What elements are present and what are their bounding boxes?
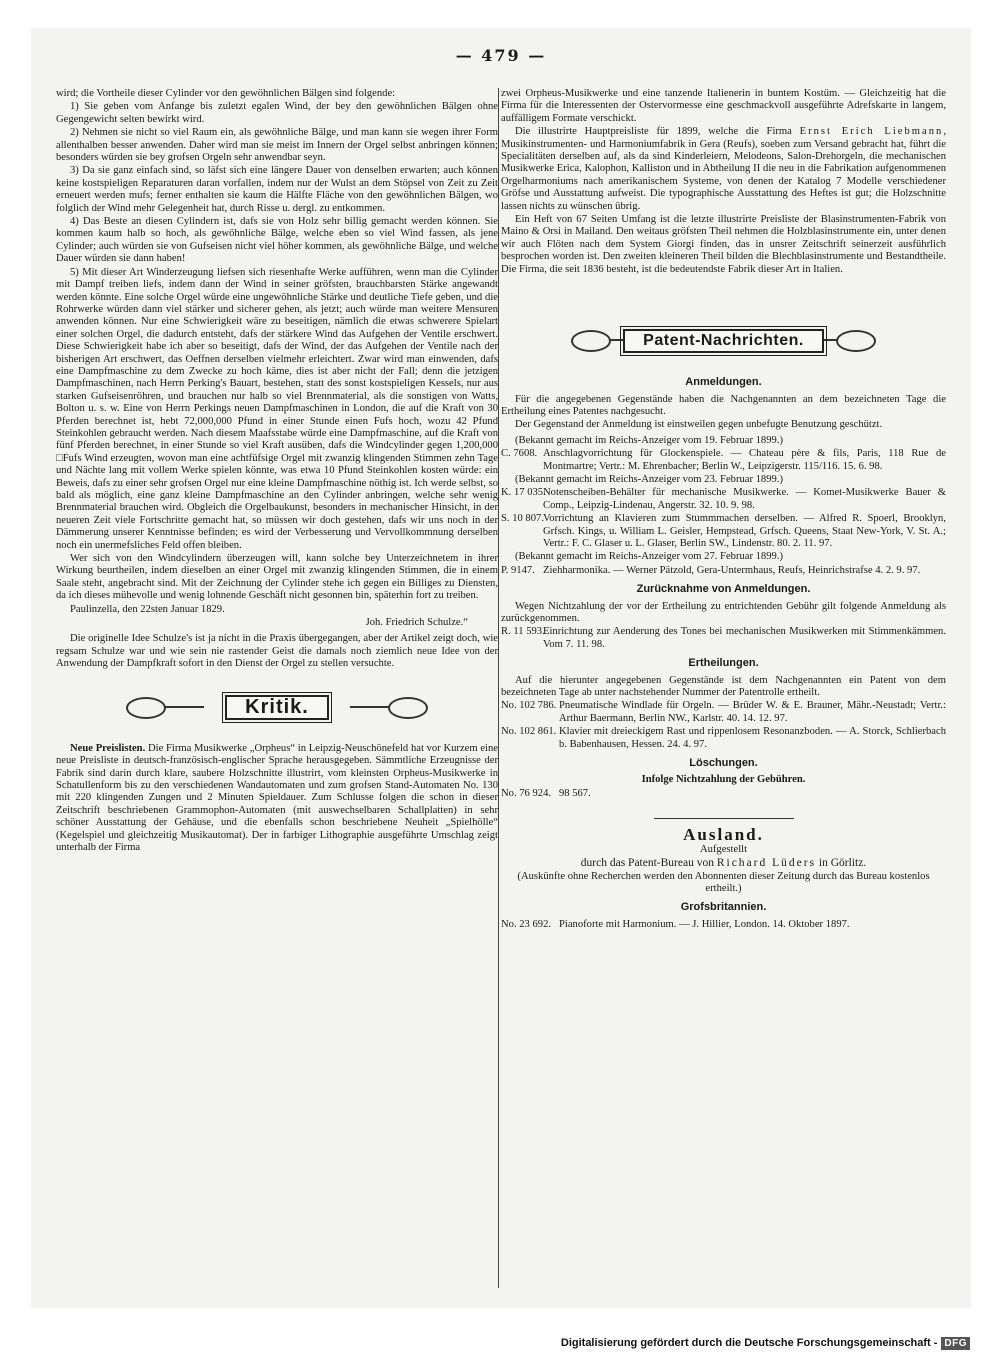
anmeldungen-heading: Anmeldungen. bbox=[685, 376, 762, 389]
scroll-ornament-icon bbox=[836, 330, 876, 352]
patent-entry bbox=[501, 448, 946, 473]
ornament-line bbox=[350, 706, 390, 708]
ertheilungen-heading: Ertheilungen. bbox=[688, 657, 759, 670]
right-column bbox=[501, 88, 946, 1288]
entry-text: Einrichtung zur Aenderung des Tones bei mechanischen Musikwerken mit Stimmenkämmen. Vom 7. 11. 98. bbox=[543, 626, 946, 650]
entry-number: C. 7608. bbox=[501, 448, 538, 460]
bureau-before: durch das Patent-Bureau von bbox=[580, 857, 714, 870]
paragraph-point-2: 2) Nehmen sie nicht so viel Raum ein, als gewöhnliche Bälge, und man kann sie wegen ihrer Form allenthalben besser anwenden. Daher wird man sie meist im Innern der Orgel selbst anbringen können; besonders würden sie bey grofsen Orgeln sehr anwendbar seyn. bbox=[56, 127, 498, 164]
preislisten-text: Die Firma Musikwerke „Orpheus“ in Leipzig-Neuschönefeld hat vor Kurzem eine neue Preisliste in deutsch-französisch-englischer Sprache herausgegeben. Sämmtliche Erzeugnisse der Fabrik sind darin durch klare, saubere Holzschnitte illustrirt, vom kleinsten Orpheus-Musikwerke in Schatullenform bis zu den verschiedenen Wandautomaten und zum grofsen Stand-Automaten No. 130 mit 220 klingenden Zungen und 2 Minuten Spieldauer. Zum Schlusse folgen die schon in dieser Zeitschrift beschriebenen Grammophon-Automaten (mit auswechselbaren Schallplatten) in sehr schöner Ausstattung der Gehäuse, und die ebenfalls schon beschriebene Neuheit „Spielhölle“ (Kegelspiel und gleichzeitig Musikautomat). Der in farbiger Lithographie ausgeführte Umschlag zeigt unterhalb der Firma bbox=[56, 742, 498, 853]
dfg-logo: DFG bbox=[941, 1337, 970, 1350]
liebmann-name: Ernst Erich Liebmann bbox=[799, 126, 944, 138]
column-divider bbox=[498, 88, 499, 1288]
bureau-line bbox=[501, 857, 946, 869]
bekannt-note-1: (Bekannt gemacht im Reichs-Anzeiger vom 19. Februar 1899.) bbox=[515, 434, 784, 446]
paragraph-continuation: zwei Orpheus-Musikwerke und eine tanzende Italienerin in buntem Kostüm. — Gleichzeitig hat die Firma für die Interessenten der Ostervormesse eine geschmackvoll ausgeführte Adrefskarte in langem, auffälligem Formate verschickt. bbox=[501, 88, 946, 124]
loeschungen-entry: No. 76 924. 98 567. bbox=[501, 787, 591, 799]
entry-number: No. 23 692. bbox=[501, 918, 552, 930]
loeschungen-heading: Löschungen. bbox=[689, 757, 758, 770]
entry-text: Ziehharmonika. — Werner Pätzold, Gera-Untermhaus, Reufs, Heinrichstrafse 4. 2. 9. 97. bbox=[543, 564, 921, 576]
page-number: — 479 — bbox=[455, 46, 547, 65]
paragraph-liebmann bbox=[501, 126, 946, 213]
entry-text: Notenscheiben-Behälter für mechanische Musikwerke. — Komet-Musikwerke Bauer & Comp., Leipzig-Lindenau, Angerstr. 32. 10. 9. 98. bbox=[543, 487, 946, 511]
left-column bbox=[56, 88, 498, 1288]
paragraph-closing: Wer sich von den Windcylindern überzeugen will, kann solche bey Unterzeichnetem in ihrer Wirkung beurtheilen, indem dieselben an einer Orgel mit zwanzig klingenden Stimmen, die in einem Saale steht, angebracht sind. Mit der Zeichnung der Cylinder stehe ich gegen ein Billiges zu Diensten, da ich dieses mühevolle und wenig lohnende Geschäft nicht gesonnen bin, späterhin fort zu treiben. bbox=[56, 553, 498, 602]
scroll-ornament-icon bbox=[126, 697, 166, 719]
newspaper-page bbox=[31, 28, 971, 1308]
paragraph-preislisten bbox=[56, 743, 498, 855]
scroll-ornament-icon bbox=[388, 697, 428, 719]
bekannt-note-3: (Bekannt gemacht im Reichs-Anzeiger vom 27. Februar 1899.) bbox=[515, 551, 784, 563]
patent-entry bbox=[501, 565, 946, 577]
footer-text: Digitalisierung gefördert durch die Deutsche Forschungsgemeinschaft - bbox=[560, 1337, 938, 1349]
dateline: Paulinzella, den 22sten Januar 1829. bbox=[70, 603, 225, 615]
entry-number: No. 102 861. bbox=[501, 726, 557, 738]
entry-number: K. 17 035. bbox=[501, 487, 546, 499]
signature: Joh. Friedrich Schulze.“ bbox=[365, 617, 468, 629]
gb-heading: Grofsbritannien. bbox=[680, 901, 767, 914]
entry-number: S. 10 807. bbox=[501, 513, 544, 525]
entry-number: R. 11 593. bbox=[501, 626, 545, 638]
paragraph-maino: Ein Heft von 67 Seiten Umfang ist die letzte illustrirte Preisliste der Blasinstrumenten-Fabrik von Maino & Orsi in Mailand. Den weitaus gröfsten Theil nehmen die Holzblasinstrumente ein, unter denen wir auch Flöten nach dem System Giorgi finden, das in unsrer Zeitschrift seinerzeit ausführlich besprochen worden ist. Den zweiten kleineren Theil bilden die Blechblasinstrumente und Bestandtheile. Die Firma, die seit 1836 besteht, ist die bedeutendste Fabrik dieser Art in Italien. bbox=[501, 214, 946, 275]
auskuenfte-note: (Auskünfte ohne Recherchen werden den Abonnenten dieser Zeitung durch das Bureau kostenlos ertheilt.) bbox=[517, 870, 930, 894]
kritik-heading: Kritik. bbox=[225, 695, 329, 719]
ornament-line bbox=[164, 706, 204, 708]
paragraph-intro: wird; die Vortheile dieser Cylinder vor den gewöhnlichen Bälgen sind folgende: bbox=[56, 88, 396, 99]
patent-entry bbox=[501, 700, 946, 725]
zuruecknahme-heading: Zurücknahme von Anmeldungen. bbox=[636, 583, 811, 596]
zuruecknahme-intro: Wegen Nichtzahlung der vor der Ertheilung zu entrichtenden Gebühr gilt folgende Anmeldung als zurückgenommen. bbox=[501, 600, 946, 624]
entry-text: Pneumatische Windlade für Orgeln. — Brüder W. & E. Brauner, Mähr.-Neustadt; Vertr.: Arthur Baermann, Berlin NW., Karlstr. 40. 14. 12. 97. bbox=[559, 700, 946, 724]
paragraph-point-3: 3) Da sie ganz einfach sind, so läfst sich eine längere Dauer von denselben erwarten; auch können keine kostspieligen Reparaturen daran vorfallen, indem nur der Wulst an dem Stöpsel von Zeit zu Zeit erneuert werden mufs; ferner enthalten sie kaum die Hälfte Fläche von den gewöhnlichen Bälgen, wo folglich der Wind mehr Gelegenheit hat, durch Risse u. dergl. zu entkommen. bbox=[56, 165, 498, 214]
patent-banner bbox=[501, 320, 946, 362]
patent-entry bbox=[501, 626, 946, 651]
bekannt-note-2: (Bekannt gemacht im Reichs-Anzeiger vom 23. Februar 1899.) bbox=[515, 473, 784, 485]
separator-rule bbox=[654, 818, 794, 819]
patent-entry bbox=[501, 726, 946, 751]
anmeldungen-intro-2: Der Gegenstand der Anmeldung ist einstweilen gegen unbefugte Benutzung geschützt. bbox=[515, 419, 883, 431]
preislisten-label: Neue Preislisten. bbox=[70, 742, 146, 754]
bureau-after: in Görlitz. bbox=[818, 857, 867, 870]
scroll-ornament-icon bbox=[571, 330, 611, 352]
paragraph-point-4: 4) Das Beste an diesen Cylindern ist, dafs sie von Holz sehr billig gemacht werden können. Sie kommen kaum halb so hoch, als gewöhnliche Bälge, welche eben so viel Wind fassen, als jene Cylinder; auch würden sie von Gufseisen nicht viel höher kommen, als gewöhnliche Bälge, und welche Dauer würden sie dann haben! bbox=[56, 216, 498, 265]
entry-number: P. 9147. bbox=[501, 564, 535, 576]
ertheilungen-intro: Auf die hierunter angegebenen Gegenstände ist dem Nachgenannten ein Patent von dem bezeichneten Tage ab unter nachstehender Nummer der Patentrolle ertheilt. bbox=[501, 674, 946, 699]
entry-number: No. 102 786. bbox=[501, 700, 557, 712]
liebmann-before: Die illustrirte Hauptpreisliste für 1899, welche die Firma bbox=[515, 126, 792, 138]
aufgestellt: Aufgestellt bbox=[699, 843, 748, 855]
ausland-heading: Ausland. bbox=[683, 825, 764, 845]
patent-entry bbox=[501, 513, 946, 550]
entry-text: Anschlagvorrichtung für Glockenspiele. — Chateau père & fils, Paris, 118 Rue de Montmartre; Vertr.: M. Ehrenbacher; Berlin W., Leipzigerstr. 115/116. 15. 6. 98. bbox=[543, 448, 946, 472]
loeschungen-sub: Infolge Nichtzahlung der Gebühren. bbox=[641, 774, 806, 786]
digitization-footer bbox=[561, 1335, 970, 1351]
paragraph-commentary: Die originelle Idee Schulze's ist ja nicht in die Praxis übergegangen, aber der Artikel zeigt doch, wie regsam Schulze war und wie sein nie rastender Geist die damals noch ziemlich neue Idee von der Anwendung der Dampfkraft sofort in den Dienst der Orgel zu stellen versuchte. bbox=[56, 633, 498, 670]
entry-text: Klavier mit dreieckigem Rast und rippenlosem Resonanzboden. — A. Storck, Schlierbach b. Babenhausen, Hessen. 24. 4. 97. bbox=[559, 726, 946, 750]
anmeldungen-intro-1: Für die angegebenen Gegenstände haben die Nachgenannten an dem bezeichneten Tage die Ertheilung eines Patentes nachgesucht. bbox=[501, 393, 946, 417]
patent-entry bbox=[501, 919, 946, 931]
patent-heading: Patent-Nachrichten. bbox=[623, 329, 824, 353]
entry-text: Pianoforte mit Harmonium. — J. Hillier, London. 14. Oktober 1897. bbox=[559, 918, 850, 930]
liebmann-after: , Musikinstrumenten- und Harmoniumfabrik in Gera (Reufs), soeben zum Versand gebracht hat, führt die Specialitäten derselben auf, als da sind Kinderleiern, Melodeons, Salon-Drehorgeln, die mechanischen Musikwerke Erica, Kalophon, Kalliston und in Abtheilung II die neu in die Fabrikation aufgenommenen Orgelharmoniums nach amerikanischem Systeme, von denen der Katalog 7 Modelle verschiedener Gröfse und Ausstattung aufweist. Die typographische Ausstattung des Heftes ist gut; die Holzschnitte lassen nichts zu wünschen übrig. bbox=[501, 126, 946, 212]
entry-text: Vorrichtung an Klavieren zum Stummmachen derselben. — Alfred R. Spoerl, Brooklyn, Grfsch. Kings, u. William L. Geisler, Hempstead, Grfsch. Queens, Staat New-York, V. St. A.; Vertr.: F. C. Glaser u. L. Glaser, Berlin SW., Lindenstr. 80. 2. 11. 97. bbox=[543, 513, 946, 549]
paragraph-point-1: 1) Sie geben vom Anfange bis zuletzt egalen Wind, der bey den gewöhnlichen Bälgen ohne Gegengewicht selten bewirkt wird. bbox=[56, 101, 498, 125]
kritik-banner bbox=[56, 687, 498, 729]
patent-entry bbox=[501, 487, 946, 512]
bureau-name: Richard Lüders bbox=[716, 857, 817, 870]
paragraph-point-5: 5) Mit dieser Art Winderzeugung liefsen sich riesenhafte Werke aufführen, wenn man die Cylinder mit Dampf treiben liefs, indem dann der Wind in seiner gröfsten, brauchbarsten Stärke angewandt werden könnte. Eine solche Orgel würde eine ungewöhnliche Stärke und deutliche Tiefe geben, und die Rohrwerke würden dann viel stärker und sicherer gehen, als jetzt; auch würde man weitere Mensuren anwenden können. Nur eine Schwierigkeit wäre zu beseitigen, nämlich die etwas schwerere Spielart einer solchen Orgel, die dadurch entsteht, dafs der stärkere Wind das Aufgehen der Ventile erschwert. Diese Schwierigkeit habe ich aber so beseitigt, dafs der Wind, der das Aufgehen der Ventile nach der bisherigen Art erschwert, das Oeffnen derselben vielmehr erleichtert. Zwar wird man einwenden, dafs eine Dampfmaschine zu dem Zwecke zu hoch käme, dies ist aber nicht der Fall; denn die jetzigen Dampfmaschinen, nach Herrn Perking's Bauart, bestehen, statt des sonst kostspieligen Kessels, nur aus starken Gufseisenröhren, und brauchen nur halb so viel Brennmaterial, als die sonstigen von Watts, Bolton u. s. w. Eine von Herrn Perkings neuen Dampfmaschinen in London, die auf die Kraft von 30 Pferden berechnet ist, hebt 72,000,000 Pfund in einer Stunde einen Fufs hoch, wozu 42 Pfund Steinkohlen gebraucht werden. Nach diesem Maafsstabe würde eine Dampfmaschine, auf die Kraft von fünf Pferden berechnet, in einer Stunde so viel Kraft ausüben, dafs die Windcylinder gegen 1,200,000 □Fufs Wind erzeugten, wovon man eine achtfüfsige Orgel mit zwanzig klingenden Stimmen zehn Tage und Nächte lang mit vollem Werke spielen könnte, was etwa 10 Pfund Steinkohlen kosten würde: ein Beweis, dafs zu einer sehr grofsen Orgel nur eine kleine Dampfmaschine nöthig ist. Ich werde selbst, so bald als möglich, eine ganz kleine Dampfmaschine an den Cylinder anbringen, welche sehr wenig Brennmaterial brauchen wird. Obgleich die Orgelbaukunst, besonders in mechanischer Hinsicht, in der neueren Zeit viele Fortschritte gemacht hat, so müssen wir doch gestehen, dafs wir uns noch in der Dämmerung unserer Kenntnisse befinden; es wird der Verbesserung und Vervollkommnung derselben noch ein unermefsliches Feld offen bleiben. bbox=[56, 266, 498, 551]
